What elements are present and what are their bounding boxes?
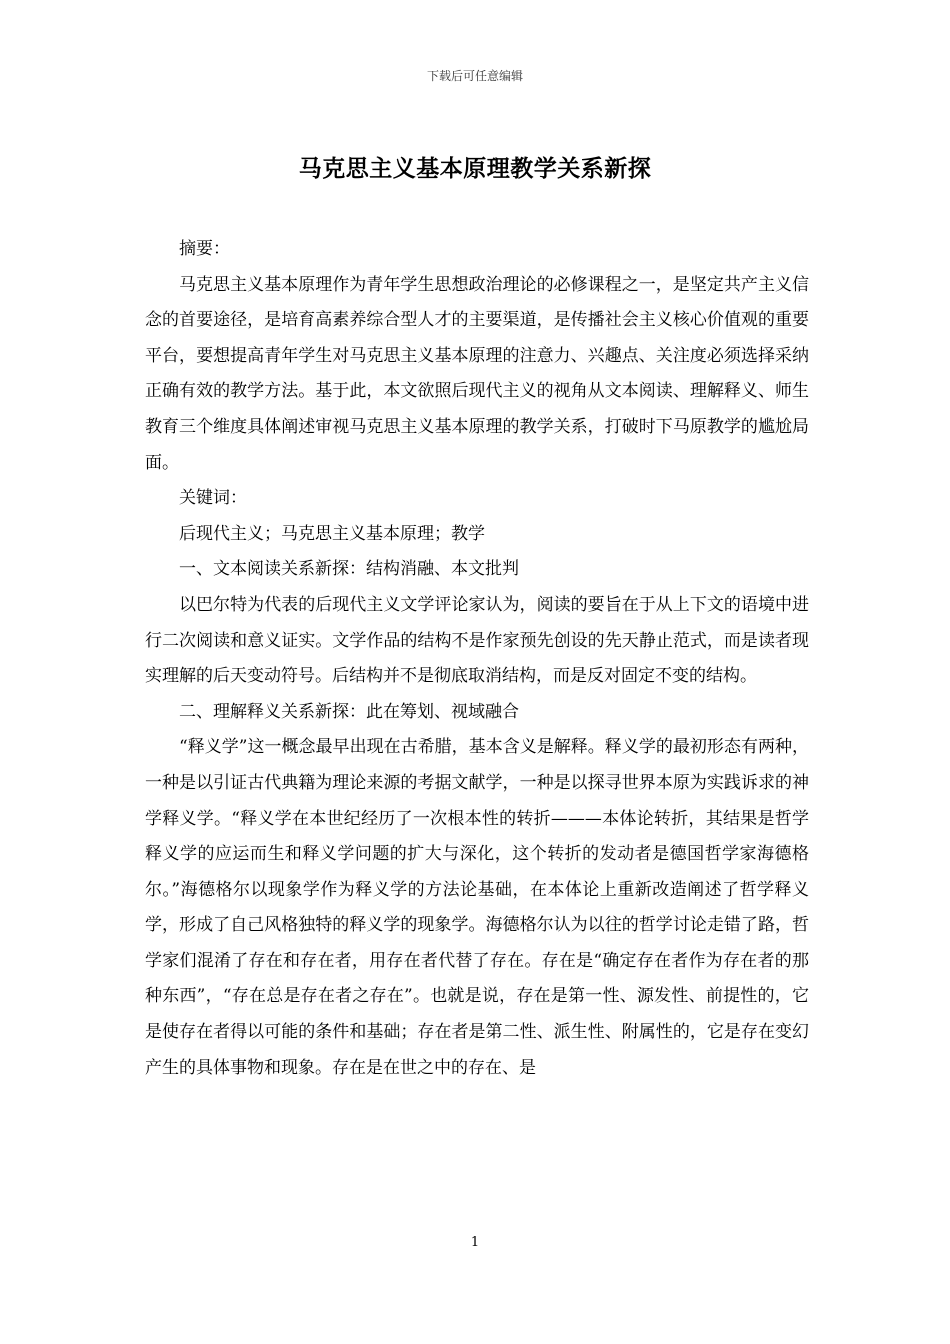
section-heading-2: 二、理解释义关系新探：此在筹划、视域融合	[179, 701, 519, 722]
keywords-heading: 关键词：	[179, 488, 247, 509]
section-heading-1: 一、文本阅读关系新探：结构消融、本文批判	[179, 559, 519, 580]
document-body	[145, 232, 809, 1086]
page-header-note: 下载后可任意编辑	[426, 69, 523, 83]
document-title: 马克思主义基本原理教学关系新探	[298, 155, 652, 182]
abstract-heading: 摘要：	[179, 239, 230, 259]
abstract-paragraph: 马克思主义基本原理作为青年学生思想政治理论的必修课程之一，是坚定共产主义信念的首要途径，是培育高素养综合型人才的主要渠道，是传播社会主义核心价值观的重要平台，要想提高青年学生对马克思主义基本原理的注意力、兴趣点、关注度必须选择采纳正确有效的教学方法。基于此，本文欲照后现代主义的视角从文本阅读、理解释义、师生教育三个维度具体阐述审视马克思主义基本原理的教学关系，打破时下马原教学的尴尬局面。	[145, 274, 809, 473]
page-number: 1	[470, 1235, 480, 1250]
section-2-paragraph: “释义学”这一概念最早出现在古希腊，基本含义是解释。释义学的最初形态有两种，一种是以引证古代典籍为理论来源的考据文献学，一种是以探寻世界本原为实践诉求的神学释义学。“释义学在本世纪经历了一次根本性的转折———本体论转折，其结果是哲学释义学的应运而生和释义学问题的扩大与深化，这个转折的发动者是德国哲学家海德格尔。”海德格尔以现象学作为释义学的方法论基础，在本体论上重新改造阐述了哲学释义学，形成了自己风格独特的释义学的现象学。海德格尔认为以往的哲学讨论走错了路，哲学家们混淆了存在和存在者，用存在者代替了存在。存在是“确定存在者作为存在者的那种东西”，“存在总是存在者之存在”。也就是说，存在是第一性、源发性、前提性的，它是使存在者得以可能的条件和基础；存在者是第二性、派生性、附属性的，它是存在变幻产生的具体事物和现象。存在是在世之中的存在、是	[145, 737, 809, 1078]
section-1-paragraph: 以巴尔特为代表的后现代主义文学评论家认为，阅读的要旨在于从上下文的语境中进行二次阅读和意义证实。文学作品的结构不是作家预先创设的先天静止范式，而是读者现实理解的后天变动符号。后结构并不是彻底取消结构，而是反对固定不变的结构。	[145, 594, 809, 687]
keywords-list: 后现代主义；马克思主义基本原理；教学	[179, 523, 485, 544]
